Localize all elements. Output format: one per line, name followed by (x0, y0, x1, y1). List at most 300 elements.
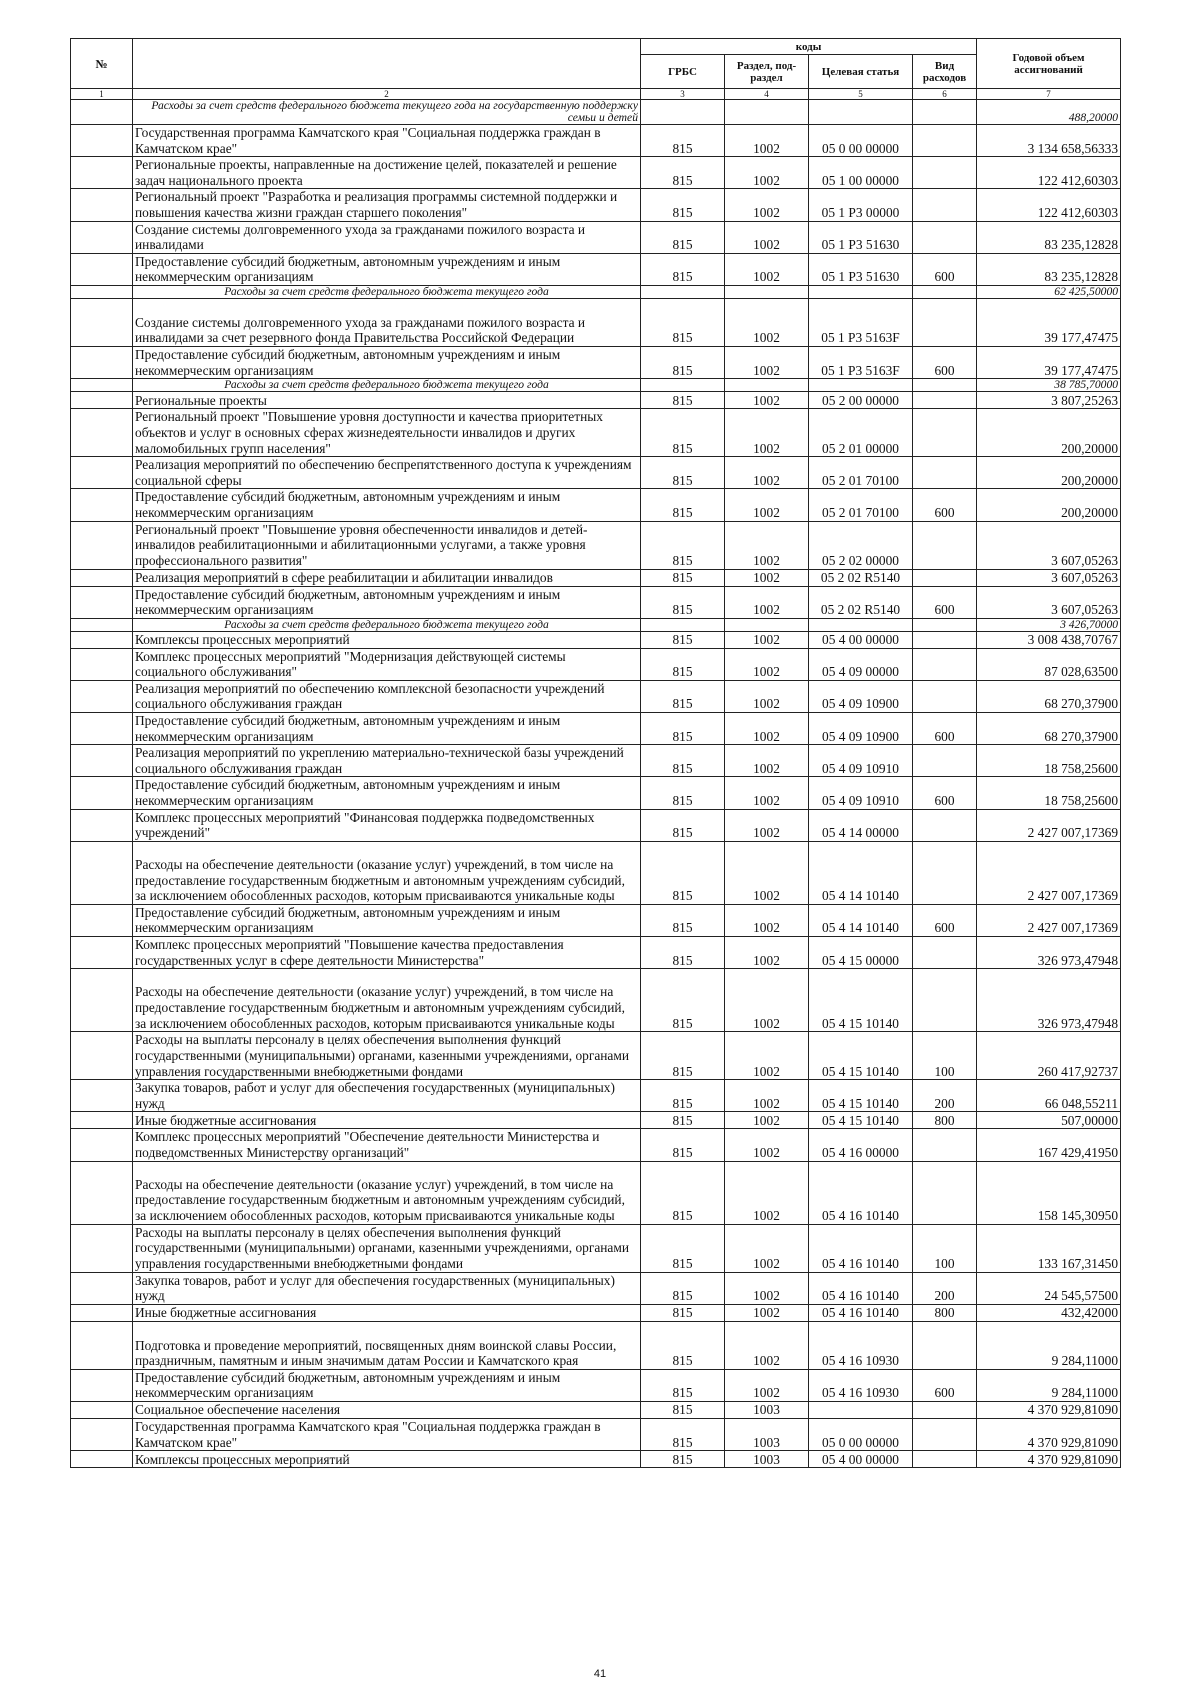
table-row (71, 1418, 1121, 1450)
row-razdel: 1002 (725, 1321, 809, 1369)
row-vid (913, 157, 977, 189)
row-vid: 800 (913, 1112, 977, 1129)
header-codes: коды (641, 39, 977, 55)
row-vid (913, 100, 977, 125)
row-sum: 167 429,41950 (977, 1129, 1121, 1161)
row-sum: 3 008 438,70767 (977, 631, 1121, 648)
row-sum: 4 370 929,81090 (977, 1451, 1121, 1468)
row-vid (913, 1451, 977, 1468)
row-razdel: 1002 (725, 1369, 809, 1401)
row-grbs: 815 (641, 1032, 725, 1080)
row-number (71, 648, 133, 680)
row-cst: 05 0 00 00000 (809, 125, 913, 157)
row-number (71, 253, 133, 285)
table-row (71, 457, 1121, 489)
row-grbs: 815 (641, 680, 725, 712)
header-sum: Годовой объем ассигнований (977, 39, 1121, 89)
row-number (71, 379, 133, 392)
row-number (71, 569, 133, 586)
row-grbs: 815 (641, 1304, 725, 1321)
row-razdel: 1003 (725, 1401, 809, 1418)
row-vid (913, 937, 977, 969)
row-name: Расходы за счет средств федерального бюджета текущего года (133, 285, 641, 298)
table-row (71, 969, 1121, 1032)
table-row (71, 713, 1121, 745)
row-grbs (641, 379, 725, 392)
table-row (71, 586, 1121, 618)
row-name: Закупка товаров, работ и услуг для обеспечения государственных (муниципальных) нужд (133, 1080, 641, 1112)
row-cst: 05 4 00 00000 (809, 1451, 913, 1468)
row-grbs: 815 (641, 648, 725, 680)
row-cst (809, 285, 913, 298)
row-number (71, 1161, 133, 1224)
row-razdel: 1002 (725, 346, 809, 378)
row-name: Закупка товаров, работ и услуг для обеспечения государственных (муниципальных) нужд (133, 1272, 641, 1304)
row-cst: 05 4 09 10900 (809, 713, 913, 745)
row-grbs (641, 285, 725, 298)
row-vid (913, 221, 977, 253)
row-cst: 05 2 01 00000 (809, 409, 913, 457)
column-index: 7 (977, 89, 1121, 100)
row-grbs: 815 (641, 221, 725, 253)
row-grbs: 815 (641, 1451, 725, 1468)
row-number (71, 841, 133, 904)
table-row (71, 1321, 1121, 1369)
row-razdel: 1003 (725, 1418, 809, 1450)
row-cst: 05 1 P3 51630 (809, 253, 913, 285)
row-grbs: 815 (641, 809, 725, 841)
row-cst: 05 4 16 10140 (809, 1161, 913, 1224)
row-sum: 3 607,05263 (977, 569, 1121, 586)
page-number: 41 (593, 1668, 607, 1680)
row-name: Региональные проекты (133, 392, 641, 409)
row-name: Иные бюджетные ассигнования (133, 1112, 641, 1129)
row-cst: 05 1 P3 5163F (809, 346, 913, 378)
row-razdel: 1002 (725, 631, 809, 648)
row-sum: 3 607,05263 (977, 586, 1121, 618)
row-name: Государственная программа Камчатского края "Социальная поддержка граждан в Камчатском крае" (133, 125, 641, 157)
row-name: Создание системы долговременного ухода за гражданами пожилого возраста и инвалидами за счет резервного фонда Правительства Российской Федерации (133, 298, 641, 346)
row-number (71, 904, 133, 936)
row-sum: 2 427 007,17369 (977, 809, 1121, 841)
row-razdel: 1002 (725, 904, 809, 936)
header-vid: Вид расходов (913, 55, 977, 89)
row-cst: 05 4 00 00000 (809, 631, 913, 648)
row-number (71, 100, 133, 125)
row-razdel: 1002 (725, 809, 809, 841)
row-name: Расходы за счет средств федерального бюджета текущего года (133, 618, 641, 631)
row-razdel: 1002 (725, 409, 809, 457)
row-vid (913, 969, 977, 1032)
table-row (71, 521, 1121, 569)
row-sum: 200,20000 (977, 457, 1121, 489)
row-grbs: 815 (641, 189, 725, 221)
row-name: Расходы на обеспечение деятельности (оказание услуг) учреждений, в том числе на предоставление государственным бюджетным и автономным учреждениям субсидий, за исключением обособленных расходов, которым присваиваются уникальные коды (133, 969, 641, 1032)
row-razdel: 1002 (725, 1129, 809, 1161)
row-sum: 9 284,11000 (977, 1321, 1121, 1369)
row-number (71, 1224, 133, 1272)
row-cst: 05 4 14 00000 (809, 809, 913, 841)
row-sum: 24 545,57500 (977, 1272, 1121, 1304)
row-grbs: 815 (641, 298, 725, 346)
row-name: Предоставление субсидий бюджетным, автономным учреждениям и иным некоммерческим организациям (133, 489, 641, 521)
row-number (71, 969, 133, 1032)
row-vid (913, 1401, 977, 1418)
row-vid (913, 569, 977, 586)
row-name: Создание системы долговременного ухода за гражданами пожилого возраста и инвалидами (133, 221, 641, 253)
row-grbs: 815 (641, 521, 725, 569)
row-razdel: 1002 (725, 648, 809, 680)
row-name: Предоставление субсидий бюджетным, автономным учреждениям и иным некоммерческим организациям (133, 586, 641, 618)
row-name: Комплексы процессных мероприятий (133, 631, 641, 648)
row-sum: 39 177,47475 (977, 298, 1121, 346)
row-razdel: 1002 (725, 1272, 809, 1304)
row-grbs: 815 (641, 1401, 725, 1418)
row-name: Расходы на обеспечение деятельности (оказание услуг) учреждений, в том числе на предоставление государственным бюджетным и автономным учреждениям субсидий, за исключением обособленных расходов, которым присваиваются уникальные коды (133, 841, 641, 904)
row-razdel (725, 285, 809, 298)
row-razdel: 1002 (725, 521, 809, 569)
row-grbs: 815 (641, 1129, 725, 1161)
row-sum: 200,20000 (977, 409, 1121, 457)
row-number (71, 631, 133, 648)
row-grbs: 815 (641, 904, 725, 936)
row-vid (913, 1418, 977, 1450)
row-grbs: 815 (641, 1418, 725, 1450)
row-sum: 83 235,12828 (977, 253, 1121, 285)
row-cst: 05 2 02 R5140 (809, 586, 913, 618)
column-index: 6 (913, 89, 977, 100)
row-name: Реализация мероприятий в сфере реабилитации и абилитации инвалидов (133, 569, 641, 586)
row-cst: 05 4 16 10930 (809, 1369, 913, 1401)
row-name: Комплекс процессных мероприятий "Модернизация действующей системы социального обслуживания" (133, 648, 641, 680)
row-cst: 05 4 15 10140 (809, 969, 913, 1032)
row-name: Подготовка и проведение мероприятий, посвященных дням воинской славы России, праздничным, памятным и иным значимым датам России и Камчатского края (133, 1321, 641, 1369)
row-sum: 4 370 929,81090 (977, 1401, 1121, 1418)
row-sum: 68 270,37900 (977, 680, 1121, 712)
row-name: Комплекс процессных мероприятий "Финансовая поддержка подведомственных учреждений" (133, 809, 641, 841)
row-vid: 600 (913, 489, 977, 521)
row-cst (809, 379, 913, 392)
row-name: Комплекс процессных мероприятий "Повышение качества предоставления государственных услуг в сфере деятельности Министерства" (133, 937, 641, 969)
row-grbs: 815 (641, 1224, 725, 1272)
row-number (71, 937, 133, 969)
table-row (71, 745, 1121, 777)
row-razdel: 1002 (725, 1080, 809, 1112)
row-grbs: 815 (641, 569, 725, 586)
row-grbs: 815 (641, 1161, 725, 1224)
row-vid: 600 (913, 586, 977, 618)
row-grbs: 815 (641, 713, 725, 745)
table-row (71, 1451, 1121, 1468)
row-number (71, 521, 133, 569)
table-row (71, 809, 1121, 841)
table-row (71, 125, 1121, 157)
row-sum: 9 284,11000 (977, 1369, 1121, 1401)
row-grbs: 815 (641, 1321, 725, 1369)
row-grbs: 815 (641, 253, 725, 285)
row-vid (913, 648, 977, 680)
row-grbs: 815 (641, 777, 725, 809)
row-razdel (725, 618, 809, 631)
row-grbs: 815 (641, 157, 725, 189)
row-sum: 39 177,47475 (977, 346, 1121, 378)
row-name: Расходы на выплаты персоналу в целях обеспечения выполнения функций государственными (муниципальными) органами, казенными учреждениями, органами управления государственными внебюджетными фондами (133, 1032, 641, 1080)
table-row (71, 1032, 1121, 1080)
row-sum: 122 412,60303 (977, 189, 1121, 221)
row-razdel: 1002 (725, 125, 809, 157)
row-vid: 600 (913, 1369, 977, 1401)
row-vid (913, 189, 977, 221)
row-razdel: 1002 (725, 937, 809, 969)
row-grbs: 815 (641, 409, 725, 457)
row-cst: 05 1 00 00000 (809, 157, 913, 189)
row-cst: 05 1 P3 5163F (809, 298, 913, 346)
row-cst: 05 4 09 00000 (809, 648, 913, 680)
row-name: Предоставление субсидий бюджетным, автономным учреждениям и иным некоммерческим организациям (133, 1369, 641, 1401)
row-cst: 05 4 09 10900 (809, 680, 913, 712)
table-body (71, 100, 1121, 1468)
row-number (71, 189, 133, 221)
row-name: Комплекс процессных мероприятий "Обеспечение деятельности Министерства и подведомственных Министерству организаций" (133, 1129, 641, 1161)
row-grbs (641, 618, 725, 631)
row-name: Расходы за счет средств федерального бюджета текущего года на государственную поддержку семьи и детей (133, 100, 641, 125)
column-index-row (71, 89, 1121, 100)
table-row (71, 392, 1121, 409)
row-razdel: 1002 (725, 221, 809, 253)
row-sum: 488,20000 (977, 100, 1121, 125)
row-sum: 4 370 929,81090 (977, 1418, 1121, 1450)
table-row (71, 1369, 1121, 1401)
row-razdel: 1002 (725, 569, 809, 586)
row-name: Предоставление субсидий бюджетным, автономным учреждениям и иным некоммерческим организациям (133, 777, 641, 809)
row-name: Расходы за счет средств федерального бюджета текущего года (133, 379, 641, 392)
row-vid: 100 (913, 1032, 977, 1080)
budget-sheet (70, 38, 1120, 1468)
row-cst: 05 4 16 10140 (809, 1224, 913, 1272)
row-sum: 62 425,50000 (977, 285, 1121, 298)
row-name: Реализация мероприятий по обеспечению комплексной безопасности учреждений социального обслуживания граждан (133, 680, 641, 712)
table-row (71, 569, 1121, 586)
row-number (71, 1080, 133, 1112)
row-grbs: 815 (641, 586, 725, 618)
row-grbs: 815 (641, 1112, 725, 1129)
row-cst: 05 1 P3 51630 (809, 221, 913, 253)
table-row (71, 1304, 1121, 1321)
row-sum: 18 758,25600 (977, 777, 1121, 809)
row-sum: 3 134 658,56333 (977, 125, 1121, 157)
row-number (71, 1032, 133, 1080)
row-grbs: 815 (641, 489, 725, 521)
table-row (71, 1080, 1121, 1112)
row-sum: 507,00000 (977, 1112, 1121, 1129)
row-cst: 05 4 15 10140 (809, 1080, 913, 1112)
row-name: Предоставление субсидий бюджетным, автономным учреждениям и иным некоммерческим организациям (133, 713, 641, 745)
row-number (71, 409, 133, 457)
column-index: 5 (809, 89, 913, 100)
row-number (71, 1321, 133, 1369)
row-cst: 05 4 15 00000 (809, 937, 913, 969)
table-row (71, 1224, 1121, 1272)
row-number (71, 1451, 133, 1468)
budget-table (70, 38, 1121, 1468)
row-name: Предоставление субсидий бюджетным, автономным учреждениям и иным некоммерческим организациям (133, 904, 641, 936)
row-vid (913, 125, 977, 157)
row-sum: 133 167,31450 (977, 1224, 1121, 1272)
row-cst: 05 4 15 10140 (809, 1032, 913, 1080)
row-cst: 05 4 09 10910 (809, 777, 913, 809)
row-number (71, 1369, 133, 1401)
row-vid (913, 521, 977, 569)
row-number (71, 745, 133, 777)
row-sum: 326 973,47948 (977, 937, 1121, 969)
row-grbs: 815 (641, 745, 725, 777)
row-number (71, 346, 133, 378)
row-cst: 05 0 00 00000 (809, 1418, 913, 1450)
table-row (71, 937, 1121, 969)
row-sum: 3 426,70000 (977, 618, 1121, 631)
row-grbs: 815 (641, 937, 725, 969)
row-name: Предоставление субсидий бюджетным, автономным учреждениям и иным некоммерческим организациям (133, 346, 641, 378)
row-name: Комплексы процессных мероприятий (133, 1451, 641, 1468)
row-razdel: 1002 (725, 189, 809, 221)
row-sum: 3 807,25263 (977, 392, 1121, 409)
table-row (71, 777, 1121, 809)
row-razdel: 1002 (725, 745, 809, 777)
row-number (71, 777, 133, 809)
row-grbs (641, 100, 725, 125)
row-number (71, 285, 133, 298)
row-name: Реализация мероприятий по укреплению материально-технической базы учреждений социального обслуживания граждан (133, 745, 641, 777)
row-name: Реализация мероприятий по обеспечению беспрепятственного доступа к учреждениям социальной сферы (133, 457, 641, 489)
row-sum: 2 427 007,17369 (977, 904, 1121, 936)
row-cst: 05 4 16 10140 (809, 1304, 913, 1321)
row-razdel: 1002 (725, 1304, 809, 1321)
row-number (71, 1418, 133, 1450)
row-number (71, 1304, 133, 1321)
row-vid (913, 680, 977, 712)
row-number (71, 1129, 133, 1161)
header-grbs: ГРБС (641, 55, 725, 89)
row-razdel: 1002 (725, 253, 809, 285)
row-number (71, 1272, 133, 1304)
row-vid: 800 (913, 1304, 977, 1321)
row-vid: 600 (913, 777, 977, 809)
header-razdel: Раздел, под-раздел (725, 55, 809, 89)
row-cst: 05 1 P3 00000 (809, 189, 913, 221)
row-number (71, 680, 133, 712)
row-razdel: 1002 (725, 713, 809, 745)
table-row (71, 346, 1121, 378)
table-row (71, 1401, 1121, 1418)
table-row (71, 904, 1121, 936)
header-num: № (71, 39, 133, 89)
row-vid (913, 618, 977, 631)
row-sum: 260 417,92737 (977, 1032, 1121, 1080)
column-index: 3 (641, 89, 725, 100)
row-vid (913, 631, 977, 648)
row-cst: 05 2 01 70100 (809, 489, 913, 521)
table-row (71, 221, 1121, 253)
row-grbs: 815 (641, 457, 725, 489)
row-name: Региональный проект "Разработка и реализация программы системной поддержки и повышения качества жизни граждан старшего поколения" (133, 189, 641, 221)
table-row (71, 1272, 1121, 1304)
row-grbs: 815 (641, 392, 725, 409)
row-cst: 05 4 16 10930 (809, 1321, 913, 1369)
row-number (71, 586, 133, 618)
row-razdel: 1002 (725, 841, 809, 904)
table-row (71, 489, 1121, 521)
column-index: 1 (71, 89, 133, 100)
row-grbs: 815 (641, 969, 725, 1032)
row-vid (913, 745, 977, 777)
table-row (71, 1112, 1121, 1129)
row-vid (913, 409, 977, 457)
row-razdel: 1002 (725, 1032, 809, 1080)
row-number (71, 1112, 133, 1129)
row-vid (913, 841, 977, 904)
row-vid: 600 (913, 713, 977, 745)
row-cst: 05 4 16 00000 (809, 1129, 913, 1161)
row-cst: 05 4 09 10910 (809, 745, 913, 777)
row-razdel: 1002 (725, 298, 809, 346)
header-cst: Целевая статья (809, 55, 913, 89)
table-row (71, 285, 1121, 298)
row-razdel: 1002 (725, 969, 809, 1032)
row-razdel: 1002 (725, 680, 809, 712)
table-row (71, 631, 1121, 648)
row-number (71, 809, 133, 841)
row-sum: 158 145,30950 (977, 1161, 1121, 1224)
row-sum: 122 412,60303 (977, 157, 1121, 189)
table-row (71, 253, 1121, 285)
table-row (71, 1129, 1121, 1161)
row-sum: 87 028,63500 (977, 648, 1121, 680)
row-cst: 05 4 16 10140 (809, 1272, 913, 1304)
row-vid: 600 (913, 253, 977, 285)
row-sum: 3 607,05263 (977, 521, 1121, 569)
row-name: Региональные проекты, направленные на достижение целей, показателей и решение задач национального проекта (133, 157, 641, 189)
row-razdel: 1002 (725, 1161, 809, 1224)
row-cst (809, 618, 913, 631)
row-vid (913, 1129, 977, 1161)
row-sum: 432,42000 (977, 1304, 1121, 1321)
row-grbs: 815 (641, 631, 725, 648)
row-vid (913, 1161, 977, 1224)
row-number (71, 125, 133, 157)
row-number (71, 713, 133, 745)
row-vid (913, 1321, 977, 1369)
row-razdel: 1002 (725, 1224, 809, 1272)
row-grbs: 815 (641, 1080, 725, 1112)
row-grbs: 815 (641, 346, 725, 378)
row-grbs: 815 (641, 841, 725, 904)
row-number (71, 221, 133, 253)
row-vid (913, 809, 977, 841)
row-cst: 05 4 14 10140 (809, 841, 913, 904)
row-razdel: 1002 (725, 392, 809, 409)
row-cst (809, 100, 913, 125)
row-vid (913, 298, 977, 346)
header-name (133, 39, 641, 89)
table-row (71, 189, 1121, 221)
row-grbs: 815 (641, 125, 725, 157)
row-name: Расходы на выплаты персоналу в целях обеспечения выполнения функций государственными (муниципальными) органами, казенными учреждениями, органами управления государственными внебюджетными фондами (133, 1224, 641, 1272)
row-razdel: 1002 (725, 586, 809, 618)
row-razdel: 1002 (725, 457, 809, 489)
row-razdel (725, 379, 809, 392)
row-cst: 05 2 01 70100 (809, 457, 913, 489)
row-name: Государственная программа Камчатского края "Социальная поддержка граждан в Камчатском крае" (133, 1418, 641, 1450)
